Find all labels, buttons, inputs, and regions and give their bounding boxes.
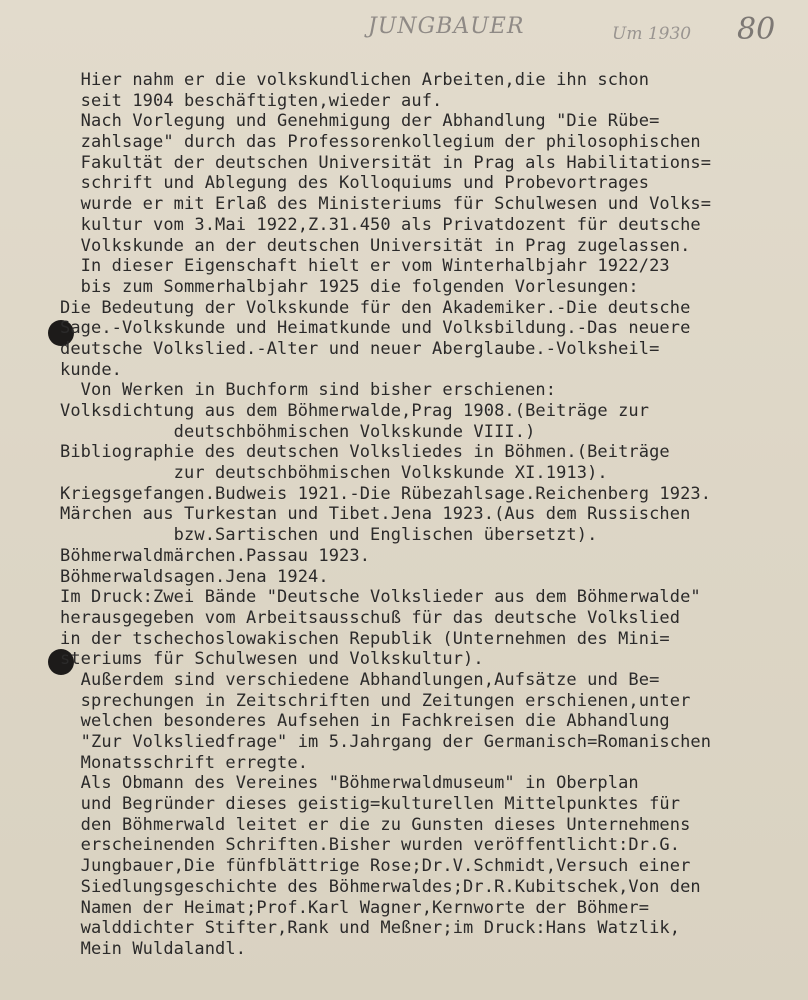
text-line: Mein Wuldalandl. (60, 938, 247, 959)
text-line: walddichter Stifter,Rank und Meßner;im Druck:Hans Watzlik, (60, 918, 681, 939)
text-line: In dieser Eigenschaft hielt er vom Winterhalbjahr 1922/23 (60, 256, 670, 277)
text-line: in der tschechoslowakischen Republik (Unternehmen des Mini= (60, 628, 670, 649)
text-line: Böhmerwaldsagen.Jena 1924. (60, 566, 329, 587)
text-line: Nach Vorlegung und Genehmigung der Abhandlung "Die Rübe= (60, 111, 660, 132)
text-line: Hier nahm er die volkskundlichen Arbeiten,die ihn schon (60, 70, 650, 90)
text-line: Märchen aus Turkestan und Tibet.Jena 1923.(Aus dem Russischen (60, 504, 691, 525)
text-line: Jungbauer,Die fünfblättrige Rose;Dr.V.Schmidt,Versuch einer (60, 856, 691, 877)
typewritten-text (60, 70, 805, 960)
text-line: kultur vom 3.Mai 1922,Z.31.450 als Privatdozent für deutsche (60, 214, 701, 235)
text-line: Monatsschrift erregte. (60, 752, 309, 773)
text-line: Kriegsgefangen.Budweis 1921.-Die Rübezahlsage.Reichenberg 1923. (60, 483, 712, 504)
text-line: deutschböhmischen Volkskunde VIII.) (60, 421, 536, 442)
text-line: Bibliographie des deutschen Volksliedes in Böhmen.(Beiträge (60, 442, 670, 463)
text-line: zahlsage" durch das Professorenkollegium der philosophischen (60, 132, 701, 153)
text-line: steriums für Schulwesen und Volkskultur). (60, 649, 484, 670)
text-line: Fakultät der deutschen Universität in Prag als Habilitations= (60, 152, 712, 173)
text-line: den Böhmerwald leitet er die zu Gunsten dieses Unternehmens (60, 814, 691, 835)
text-line: Volkskunde an der deutschen Universität in Prag zugelassen. (60, 235, 691, 256)
text-line: Sage.-Volkskunde und Heimatkunde und Volksbildung.-Das neuere (60, 318, 691, 339)
text-line: erscheinenden Schriften.Bisher wurden veröffentlicht:Dr.G. (60, 835, 681, 856)
handwritten-name: JUNGBAUER (368, 14, 525, 39)
text-line: Die Bedeutung der Volkskunde für den Akademiker.-Die deutsche (60, 297, 691, 318)
text-line: kunde. (60, 359, 123, 380)
text-line: Von Werken in Buchform sind bisher erschienen: (60, 380, 557, 401)
text-line: herausgegeben vom Arbeitsausschuß für das deutsche Volkslied (60, 607, 681, 628)
text-line: Außerdem sind verschiedene Abhandlungen,Aufsätze und Be= (60, 669, 660, 690)
text-line: Als Obmann des Vereines "Böhmerwaldmuseum" in Oberplan (60, 773, 639, 794)
text-line: bzw.Sartischen und Englischen übersetzt). (60, 525, 598, 546)
text-line: seit 1904 beschäftigten,wieder auf. (60, 90, 443, 111)
handwritten-page-number: 80 (737, 12, 776, 47)
text-line: sprechungen in Zeitschriften und Zeitungen erschienen,unter (60, 690, 691, 711)
text-line: Volksdichtung aus dem Böhmerwalde,Prag 1908.(Beiträge zur (60, 401, 650, 421)
text-line: Siedlungsgeschichte des Böhmerwaldes;Dr.R.Kubitschek,Von den (60, 876, 701, 897)
text-line: "Zur Volksliedfrage" im 5.Jahrgang der Germanisch=Romanischen (60, 732, 712, 752)
text-line: Im Druck:Zwei Bände "Deutsche Volkslieder aus dem Böhmerwalde" (60, 587, 701, 608)
text-line: welchen besonderes Aufsehen in Fachkreisen die Abhandlung (60, 711, 670, 732)
text-line: und Begründer dieses geistig=kulturellen Mittelpunktes für (60, 794, 681, 815)
text-line: bis zum Sommerhalbjahr 1925 die folgenden Vorlesungen: (60, 276, 639, 297)
handwritten-date: Um 1930 (612, 24, 692, 44)
text-line: wurde er mit Erlaß des Ministeriums für Schulwesen und Volks= (60, 194, 712, 215)
text-line: Böhmerwaldmärchen.Passau 1923. (60, 545, 371, 566)
text-line: deutsche Volkslied.-Alter und neuer Aberglaube.-Volksheil= (60, 338, 660, 359)
text-line: Namen der Heimat;Prof.Karl Wagner,Kernworte der Böhmer= (60, 897, 650, 918)
text-line: schrift und Ablegung des Kolloquiums und Probevortrages (60, 173, 650, 194)
text-line: zur deutschböhmischen Volkskunde XI.1913). (60, 463, 608, 484)
